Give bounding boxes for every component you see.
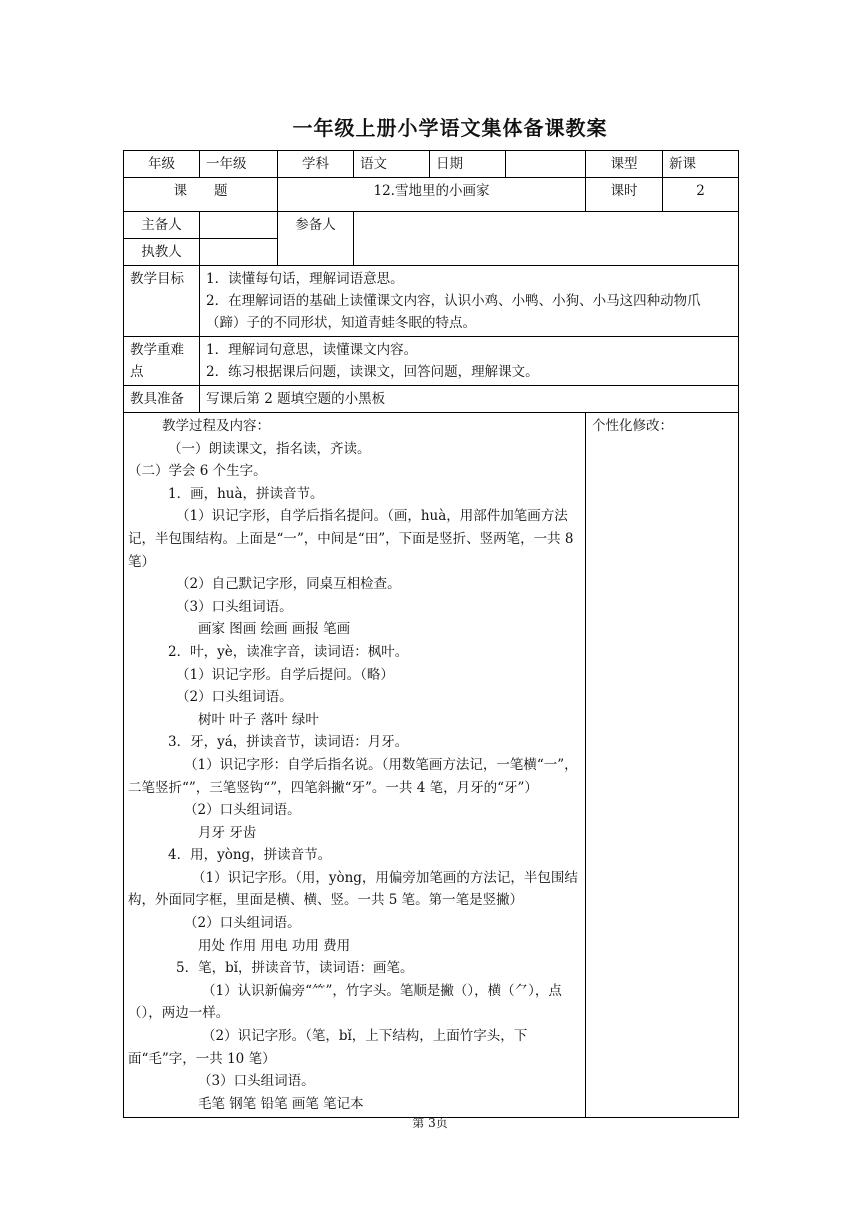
teacher-label: 执教人 — [124, 239, 200, 266]
keypoint-item: 2．练习根据课后问题，读课文，回答问题，理解课文。 — [206, 364, 539, 380]
process-line: 教学过程及内容： — [162, 418, 270, 434]
goals-content — [200, 266, 739, 337]
personal-notes-cell — [586, 413, 739, 1118]
process-line: （2）识记字形。（笔，bǐ，上下结构，上面竹字头，下面“毛”字，一共 10 笔） — [128, 1028, 528, 1067]
page-number: 第 3页 — [412, 1116, 448, 1130]
topic-value: 12.雪地里的小画家 — [278, 178, 586, 212]
process-line: 2．叶，yè，读准字音，读词语：枫叶。 — [168, 643, 409, 660]
process-line: （一）朗读课文，指名读，齐读。 — [168, 440, 371, 457]
process-line: （3）口头组词语。 — [176, 598, 293, 615]
process-content — [124, 413, 586, 1118]
process-line: 5．笔，bǐ，拼读音节，读词语：画笔。 — [176, 960, 414, 977]
process-line: （2）口头组词语。 — [176, 689, 293, 706]
process-line: 毛笔 钢笔 铅笔 画笔 笔记本 — [198, 1095, 364, 1112]
process-line: （2）口头组词语。 — [184, 802, 301, 819]
process-line: （二）学会 6 个生字。 — [128, 463, 267, 480]
date-value — [506, 151, 586, 178]
topic-label: 课 题 — [124, 178, 278, 212]
keypoints-content — [200, 337, 739, 386]
lesson-plan-table — [123, 150, 739, 1118]
type-label: 课型 — [586, 151, 663, 178]
process-line: （1）识记字形。（用，yòng，用偏旁加笔画的方法记，半包围结构，外面同字框，里面是横、横、竖。一共 5 笔。第一笔是竖撇） — [128, 869, 578, 909]
process-line: （1）认识新偏旁“⺮”，竹字头。笔顺是撇（），横（⺈），点（），两边一样。 — [128, 982, 562, 1022]
process-line: 4．用，yòng，拼读音节。 — [168, 847, 332, 864]
subject-value: 语文 — [354, 151, 430, 178]
grade-value: 一年级 — [200, 151, 278, 178]
process-line: （1）识记字形，自学后指名提问。（画，huà，用部件加笔画方法记，半包围结构。上面是“一”，中间是“田”，下面是竖折、竖两笔，一共 8 笔） — [128, 508, 574, 570]
goals-label: 教学目标 — [124, 266, 200, 337]
tools-value: 写课后第 2 题填空题的小黑板 — [200, 386, 739, 413]
process-line: （2）自己默记字形，同桌互相检查。 — [176, 576, 401, 593]
process-line: （1）识记字形：自学后指名说。（用数笔画方法记，一笔横“一”，二笔竖折“”，三笔竖钩“”，四笔斜撇“牙”。一共 4 笔，月牙的“牙”） — [128, 756, 578, 796]
date-label: 日期 — [430, 151, 506, 178]
personal-notes-label: 个性化修改： — [592, 418, 673, 434]
teacher-value — [200, 239, 278, 266]
tools-label: 教具准备 — [124, 386, 200, 413]
subject-label: 学科 — [278, 151, 354, 178]
hours-label: 课时 — [586, 178, 663, 212]
host-label: 主备人 — [124, 212, 200, 239]
goal-item: 1．读懂每句话，理解词语意思。 — [206, 271, 404, 287]
host-value — [200, 212, 278, 239]
process-line: 1．画，huà，拼读音节。 — [168, 485, 324, 502]
page-title: 一年级上册小学语文集体备课教案 — [292, 116, 608, 140]
keypoints-label: 教学重难点 — [124, 337, 200, 386]
process-line: （2）口头组词语。 — [184, 915, 301, 932]
grade-label: 年级 — [124, 151, 200, 178]
participants-label: 参备人 — [278, 212, 354, 266]
process-line: 3．牙，yá，拼读音节，读词语：月牙。 — [168, 734, 409, 751]
participants-value — [354, 212, 739, 266]
keypoint-item: 1．理解词句意思，读懂课文内容。 — [206, 342, 418, 358]
process-line: （3）口头组词语。 — [198, 1073, 315, 1090]
process-line: 用处 作用 用电 功用 费用 — [198, 937, 351, 954]
goal-item: 2．在理解词语的基础上读懂课文内容，认识小鸡、小鸭、小狗、小马这四种动物爪（蹄）子的不同形状，知道青蛙冬眠的特点。 — [206, 293, 701, 331]
process-line: 月牙 牙齿 — [198, 824, 257, 841]
process-line: 画家 图画 绘画 画报 笔画 — [198, 621, 351, 638]
hours-value: 2 — [663, 178, 739, 212]
process-line: （1）识记字形。自学后提问。（略） — [176, 666, 394, 683]
process-line: 树叶 叶子 落叶 绿叶 — [198, 711, 319, 728]
type-value: 新课 — [663, 151, 739, 178]
